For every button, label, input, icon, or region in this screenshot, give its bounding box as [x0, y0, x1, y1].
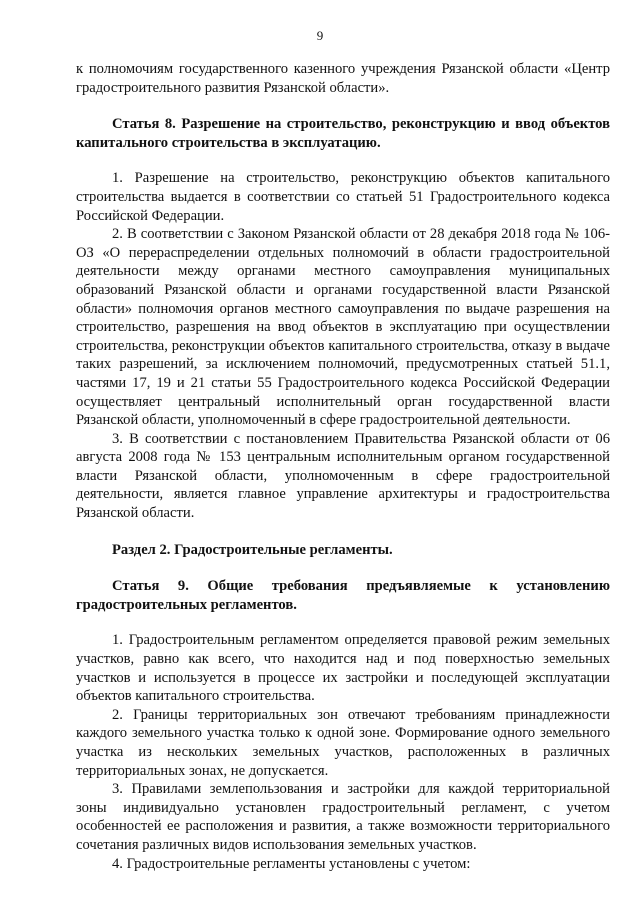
- article-9-paragraph-1: 1. Градостроительным регламентом определяется правовой режим земельных участков, равно как всего, что находится над и под поверхностью земельных участков и используется в процессе их застройки и последующей эксплуатации объектов капитального строительства.: [76, 632, 610, 705]
- page-number: 9: [316, 28, 324, 43]
- article-8-paragraph-2: 2. В соответствии с Законом Рязанской области от 28 декабря 2018 года № 106-ОЗ «О перераспределении отдельных полномочий в области градостроительной деятельности между органами местного самоуправления муниципальных образований Рязанской области и органами государственной власти Рязанской области» полномочия органов местного самоуправления по выдаче разрешения на строительство, разрешения на ввод объектов в эксплуатацию при осуществлении строительства, реконструкции объектов капитального строительства, отказу в выдаче таких разрешений, за исключением полномочий, предусмотренных статьей 51.1, частями 17, 19 и 21 статьи 55 Градостроительного кодекса Российской Федерации осуществляет центральный исполнительный орган государственной власти Рязанской области, уполномоченный в сфере градостроительной деятельности.: [76, 226, 610, 429]
- intro-paragraph: к полномочиям государственного казенного учреждения Рязанской области «Центр градостроительного развития Рязанской области».: [76, 61, 610, 96]
- article-9-paragraph-3: 3. Правилами землепользования и застройки для каждой территориальной зоны индивидуально установлен градостроительный регламент, с учетом особенностей ее расположения и развития, а также возможности территориального сочетания различных видов использования земельных участков.: [76, 781, 610, 853]
- section-2-heading: Раздел 2. Градостроительные регламенты.: [112, 541, 393, 558]
- article-8-heading: Статья 8. Разрешение на строительство, реконструкцию и ввод объектов капитального строительства в эксплуатацию.: [76, 116, 610, 151]
- article-9-paragraph-2: 2. Границы территориальных зон отвечают требованиям принадлежности каждого земельного участка только к одной зоне. Формирование одного земельного участка из нескольких земельных участков, расположенных в различных территориальных зонах, не допускается.: [76, 706, 610, 779]
- article-8-paragraph-1: 1. Разрешение на строительство, реконструкцию объектов капитального строительства выдается в соответствии со статьей 51 Градостроительного кодекса Российской Федерации.: [76, 170, 610, 224]
- article-9-paragraph-4: 4. Градостроительные регламенты установлены с учетом:: [112, 855, 471, 872]
- article-8-paragraph-3: 3. В соответствии с постановлением Правительства Рязанской области от 06 августа 2008 года № 153 центральным исполнительным органом государственной власти Рязанской области, уполномоченным в сфере градостроительной деятельности, является главное управление архитектуры и градостроительства Рязанской области.: [76, 430, 610, 522]
- document-body: [76, 60, 610, 873]
- article-9-heading: Статья 9. Общие требования предъявляемые к установлению градостроительных регламентов.: [76, 578, 610, 613]
